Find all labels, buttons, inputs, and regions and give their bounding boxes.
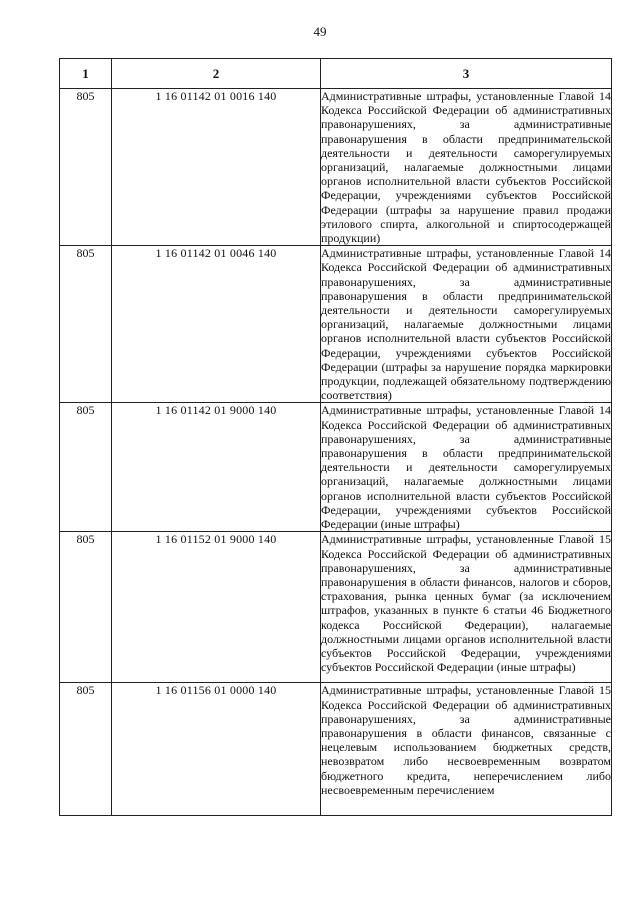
admin-code-cell: 805: [60, 246, 112, 403]
table-row: [60, 89, 612, 246]
description-cell: Административные штрафы, установленные Главой 15 Кодекса Российской Федерации об административных правонарушениях, за административные правонарушения в области финансов, связанные с нецелевым использованием бюджетных средств, невозвратом либо несвоевременным возвратом бюджетного кредита, неперечислением либо несвоевременным перечислением: [321, 683, 612, 816]
description-cell: Административные штрафы, установленные Главой 14 Кодекса Российской Федерации об административных правонарушениях, за административные правонарушения в области предпринимательской деятельности и деятельности саморегулируемых организаций, налагаемые должностными лицами органов исполнительной власти субъектов Российской Федерации, учреждениями субъектов Российской Федерации (штрафы за нарушение порядка маркировки продукции, подлежащей обязательному подтверждению соответствия): [321, 246, 611, 403]
table-row: [60, 683, 612, 816]
admin-code-cell: 805: [60, 683, 112, 816]
budget-code-cell: 1 16 01142 01 0016 140: [112, 89, 321, 246]
budget-code-cell: 1 16 01142 01 9000 140: [112, 403, 321, 532]
table-header-row: [60, 59, 612, 89]
column-header-1: 1: [60, 59, 112, 89]
budget-code-cell: 1 16 01156 01 0000 140: [112, 683, 321, 816]
table-row: [60, 403, 612, 532]
budget-code-cell: 1 16 01142 01 0046 140: [112, 246, 321, 403]
admin-code-cell: 805: [60, 89, 112, 246]
table-row: [60, 246, 612, 403]
table-row: [60, 532, 612, 683]
description-cell: Административные штрафы, установленные Главой 15 Кодекса Российской Федерации об административных правонарушениях, за административные правонарушения в области финансов, налогов и сборов, страхования, рынка ценных бумаг (за исключением штрафов, указанных в пункте 6 статьи 46 Бюджетного кодекса Российской Федерации), налагаемые должностными лицами органов исполнительной власти субъектов Российской Федерации, учреждениями субъектов Российской Федерации (иные штрафы): [321, 532, 612, 683]
column-header-3: 3: [321, 59, 612, 89]
admin-code-cell: 805: [60, 403, 112, 532]
column-header-2: 2: [112, 59, 321, 89]
admin-code-cell: 805: [60, 532, 112, 683]
budget-code-cell: 1 16 01152 01 9000 140: [112, 532, 321, 683]
page-number: 49: [313, 24, 327, 39]
budget-codes-table: [59, 58, 612, 816]
description-cell: Административные штрафы, установленные Главой 14 Кодекса Российской Федерации об административных правонарушениях, за административные правонарушения в области предпринимательской деятельности и деятельности саморегулируемых организаций, налагаемые должностными лицами органов исполнительной власти субъектов Российской Федерации, учреждениями субъектов Российской Федерации (штрафы за нарушение правил продажи этилового спирта, алкогольной и спиртосодержащей продукции): [321, 89, 611, 246]
description-cell: Административные штрафы, установленные Главой 14 Кодекса Российской Федерации об административных правонарушениях, за административные правонарушения в области предпринимательской деятельности и деятельности саморегулируемых организаций, налагаемые должностными лицами органов исполнительной власти субъектов Российской Федерации, учреждениями субъектов Российской Федерации (иные штрафы): [321, 403, 611, 532]
